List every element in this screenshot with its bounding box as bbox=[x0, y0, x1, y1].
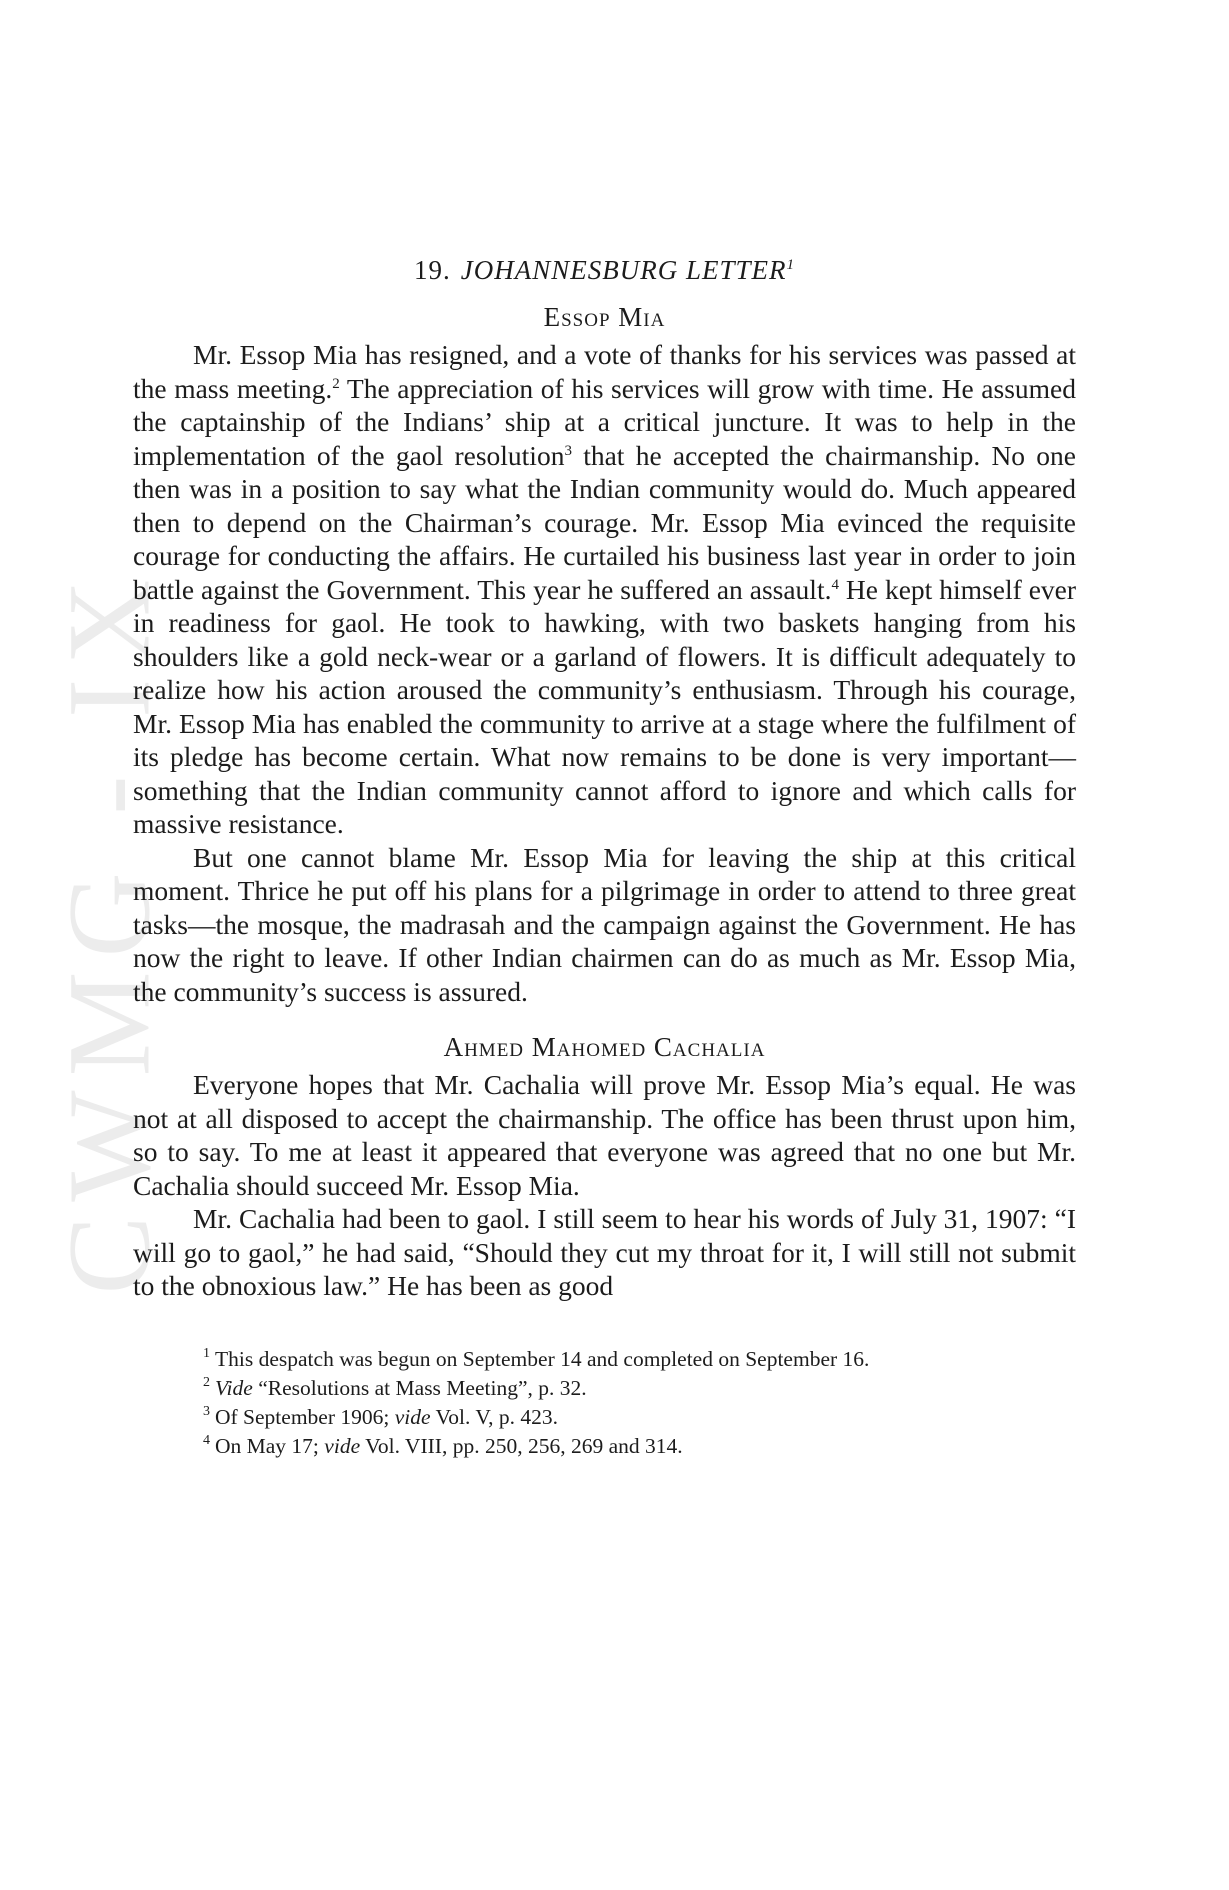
italic-text: vide bbox=[324, 1433, 361, 1458]
body-paragraph bbox=[133, 841, 1076, 1009]
text-run: This despatch was begun on September 14 and completed on September 16. bbox=[215, 1346, 870, 1371]
footnote bbox=[203, 1432, 1076, 1461]
body-paragraph bbox=[133, 1068, 1076, 1202]
text-run: Mr. Essop Mia has resigned, and a vote of thanks for his services was passed at the mass meeting. bbox=[133, 339, 1076, 404]
text-run: Everyone hopes that Mr. Cachalia will prove Mr. Essop Mia’s equal. He was not at all disposed to accept the chairmanship. The office has been thrust upon him, so to say. To me at least it appeared that everyone was agreed that no one but Mr. Cachalia should succeed Mr. Essop Mia. bbox=[133, 1069, 1076, 1201]
footnote-ref: 2 bbox=[332, 375, 340, 392]
text-run: He kept himself ever in readiness for gaol. He took to hawking, with two baskets hanging from his shoulders like a gold neck-wear or a garland of flowers. It is difficult adequately to realize how his action aroused the community’s enthusiasm. Through his courage, Mr. Essop Mia has enabled the community to arrive at a stage where the fulfilment of its pledge has become certain. What now remains to be done is very important—something that the Indian community cannot afford to ignore and which calls for massive resistance. bbox=[133, 573, 1077, 839]
text-run: that he accepted the chairmanship. No one then was in a position to say what the Indian community would do. Much appeared then to depend on the Chairman’s courage. Mr. Essop Mia evinced the requisite courage for conducting the affairs. He curtailed his business last year in order to join battle against the Government. This year he suffered an assault. bbox=[133, 439, 1077, 605]
text-run: On May 17; bbox=[215, 1433, 325, 1458]
footnotes bbox=[133, 1345, 1076, 1461]
text-run: “Resolutions at Mass Meeting”, p. 32. bbox=[252, 1375, 587, 1400]
italic-text: Vide bbox=[215, 1375, 253, 1400]
body-paragraph bbox=[133, 1202, 1076, 1303]
footnote-number: 1 bbox=[203, 1346, 210, 1362]
footnote bbox=[203, 1374, 1076, 1403]
text-run: But one cannot blame Mr. Essop Mia for leaving the ship at this critical moment. Thrice he put off his plans for a pilgrimage in order to attend to three great tasks—the mosque, the madrasah and the campaign against the Government. He has now the right to leave. If other Indian chairmen can do as much as Mr. Essop Mia, the community’s success is assured. bbox=[133, 841, 1076, 1007]
footnote bbox=[203, 1345, 1076, 1374]
section-heading: Ahmed Mahomed Cachalia bbox=[443, 1032, 766, 1062]
sections bbox=[133, 300, 1076, 1303]
text-run: Vol. VIII, pp. 250, 256, 269 and 314. bbox=[360, 1433, 683, 1458]
italic-text: vide bbox=[394, 1404, 431, 1429]
text-run: The appreciation of his services will grow with time. He assumed the captainship of the Indians’ ship at a critical juncture. It was to help in the implementation of the gaol resolution bbox=[133, 372, 1076, 471]
footnote bbox=[203, 1403, 1076, 1432]
footnote-ref: 3 bbox=[564, 442, 572, 459]
body-paragraph bbox=[133, 338, 1076, 841]
page-title bbox=[133, 254, 1076, 286]
footnote-number: 4 bbox=[203, 1433, 210, 1449]
footnote-number: 3 bbox=[203, 1404, 210, 1420]
footnote-ref: 4 bbox=[831, 576, 839, 593]
text-run: Vol. V, p. 423. bbox=[430, 1404, 559, 1429]
title-text: JOHANNESBURG LETTER bbox=[460, 255, 787, 285]
title-note-ref: 1 bbox=[786, 257, 795, 273]
text-run: Of September 1906; bbox=[215, 1404, 395, 1429]
text-run: Mr. Cachalia had been to gaol. I still seem to hear his words of July 31, 1907: “I will go to gaol,” he had said, “Should they cut my throat for it, I will still not submit to the obnoxious law.” He has been as good bbox=[133, 1203, 1076, 1301]
title-number: 19. bbox=[414, 255, 451, 285]
watermark-text: CWMG - IX bbox=[44, 565, 175, 1295]
footnote-number: 2 bbox=[203, 1375, 210, 1391]
document-page bbox=[133, 254, 1076, 1461]
section-heading: Essop Mia bbox=[543, 302, 666, 332]
